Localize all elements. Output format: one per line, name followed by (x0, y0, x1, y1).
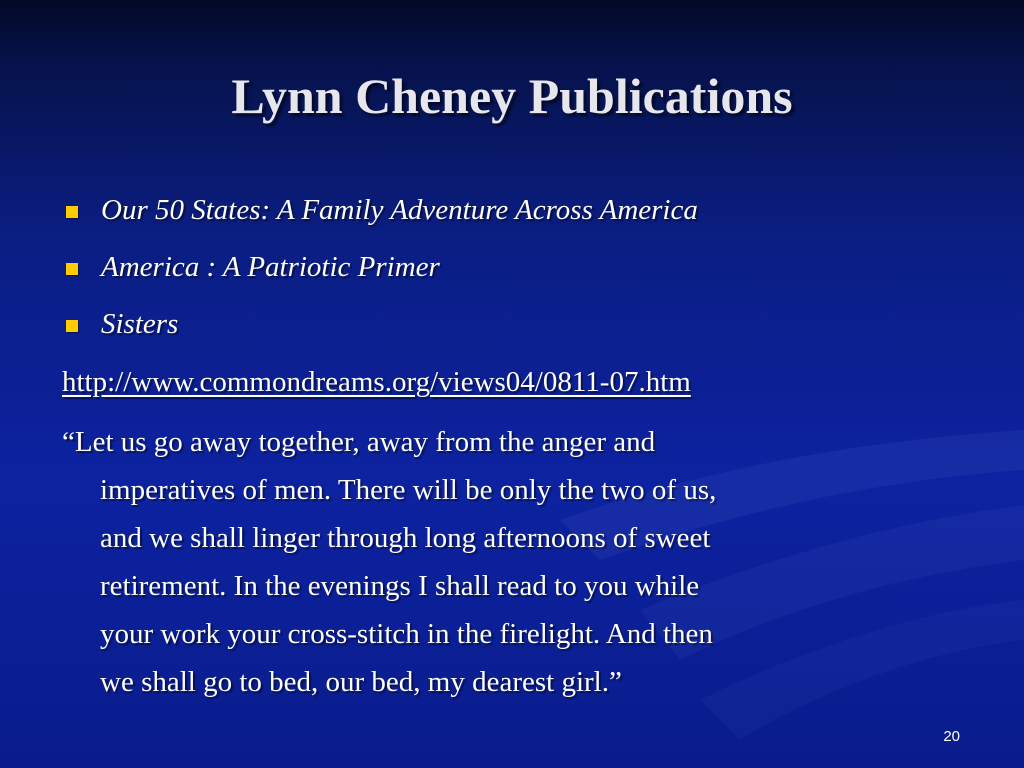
list-item (64, 188, 964, 245)
quote-line: retirement. In the evenings I shall read to you while (100, 570, 700, 602)
slide-number: 20 (943, 728, 960, 745)
square-bullet-icon (66, 263, 78, 275)
quote-line: we shall go to bed, our bed, my dearest girl.” (100, 666, 622, 698)
quote-block (62, 418, 932, 706)
source-link[interactable]: http://www.commondreams.org/views04/0811-07.htm (62, 366, 691, 398)
quote-line: imperatives of men. There will be only the two of us, (100, 474, 717, 506)
quote-line: “Let us go away together, away from the anger and (62, 426, 656, 458)
publications-list (64, 188, 964, 359)
square-bullet-icon (66, 206, 78, 218)
slide-title: Lynn Cheney Publications (231, 68, 793, 124)
list-item (64, 302, 964, 359)
publication-title: Sisters (101, 308, 179, 340)
publication-title: Our 50 States: A Family Adventure Across America (101, 194, 698, 226)
publication-title: America : A Patriotic Primer (101, 251, 440, 283)
quote-line: and we shall linger through long afternoons of sweet (100, 522, 711, 554)
list-item (64, 245, 964, 302)
square-bullet-icon (66, 320, 78, 332)
quote-line: your work your cross-stitch in the firelight. And then (100, 618, 713, 650)
